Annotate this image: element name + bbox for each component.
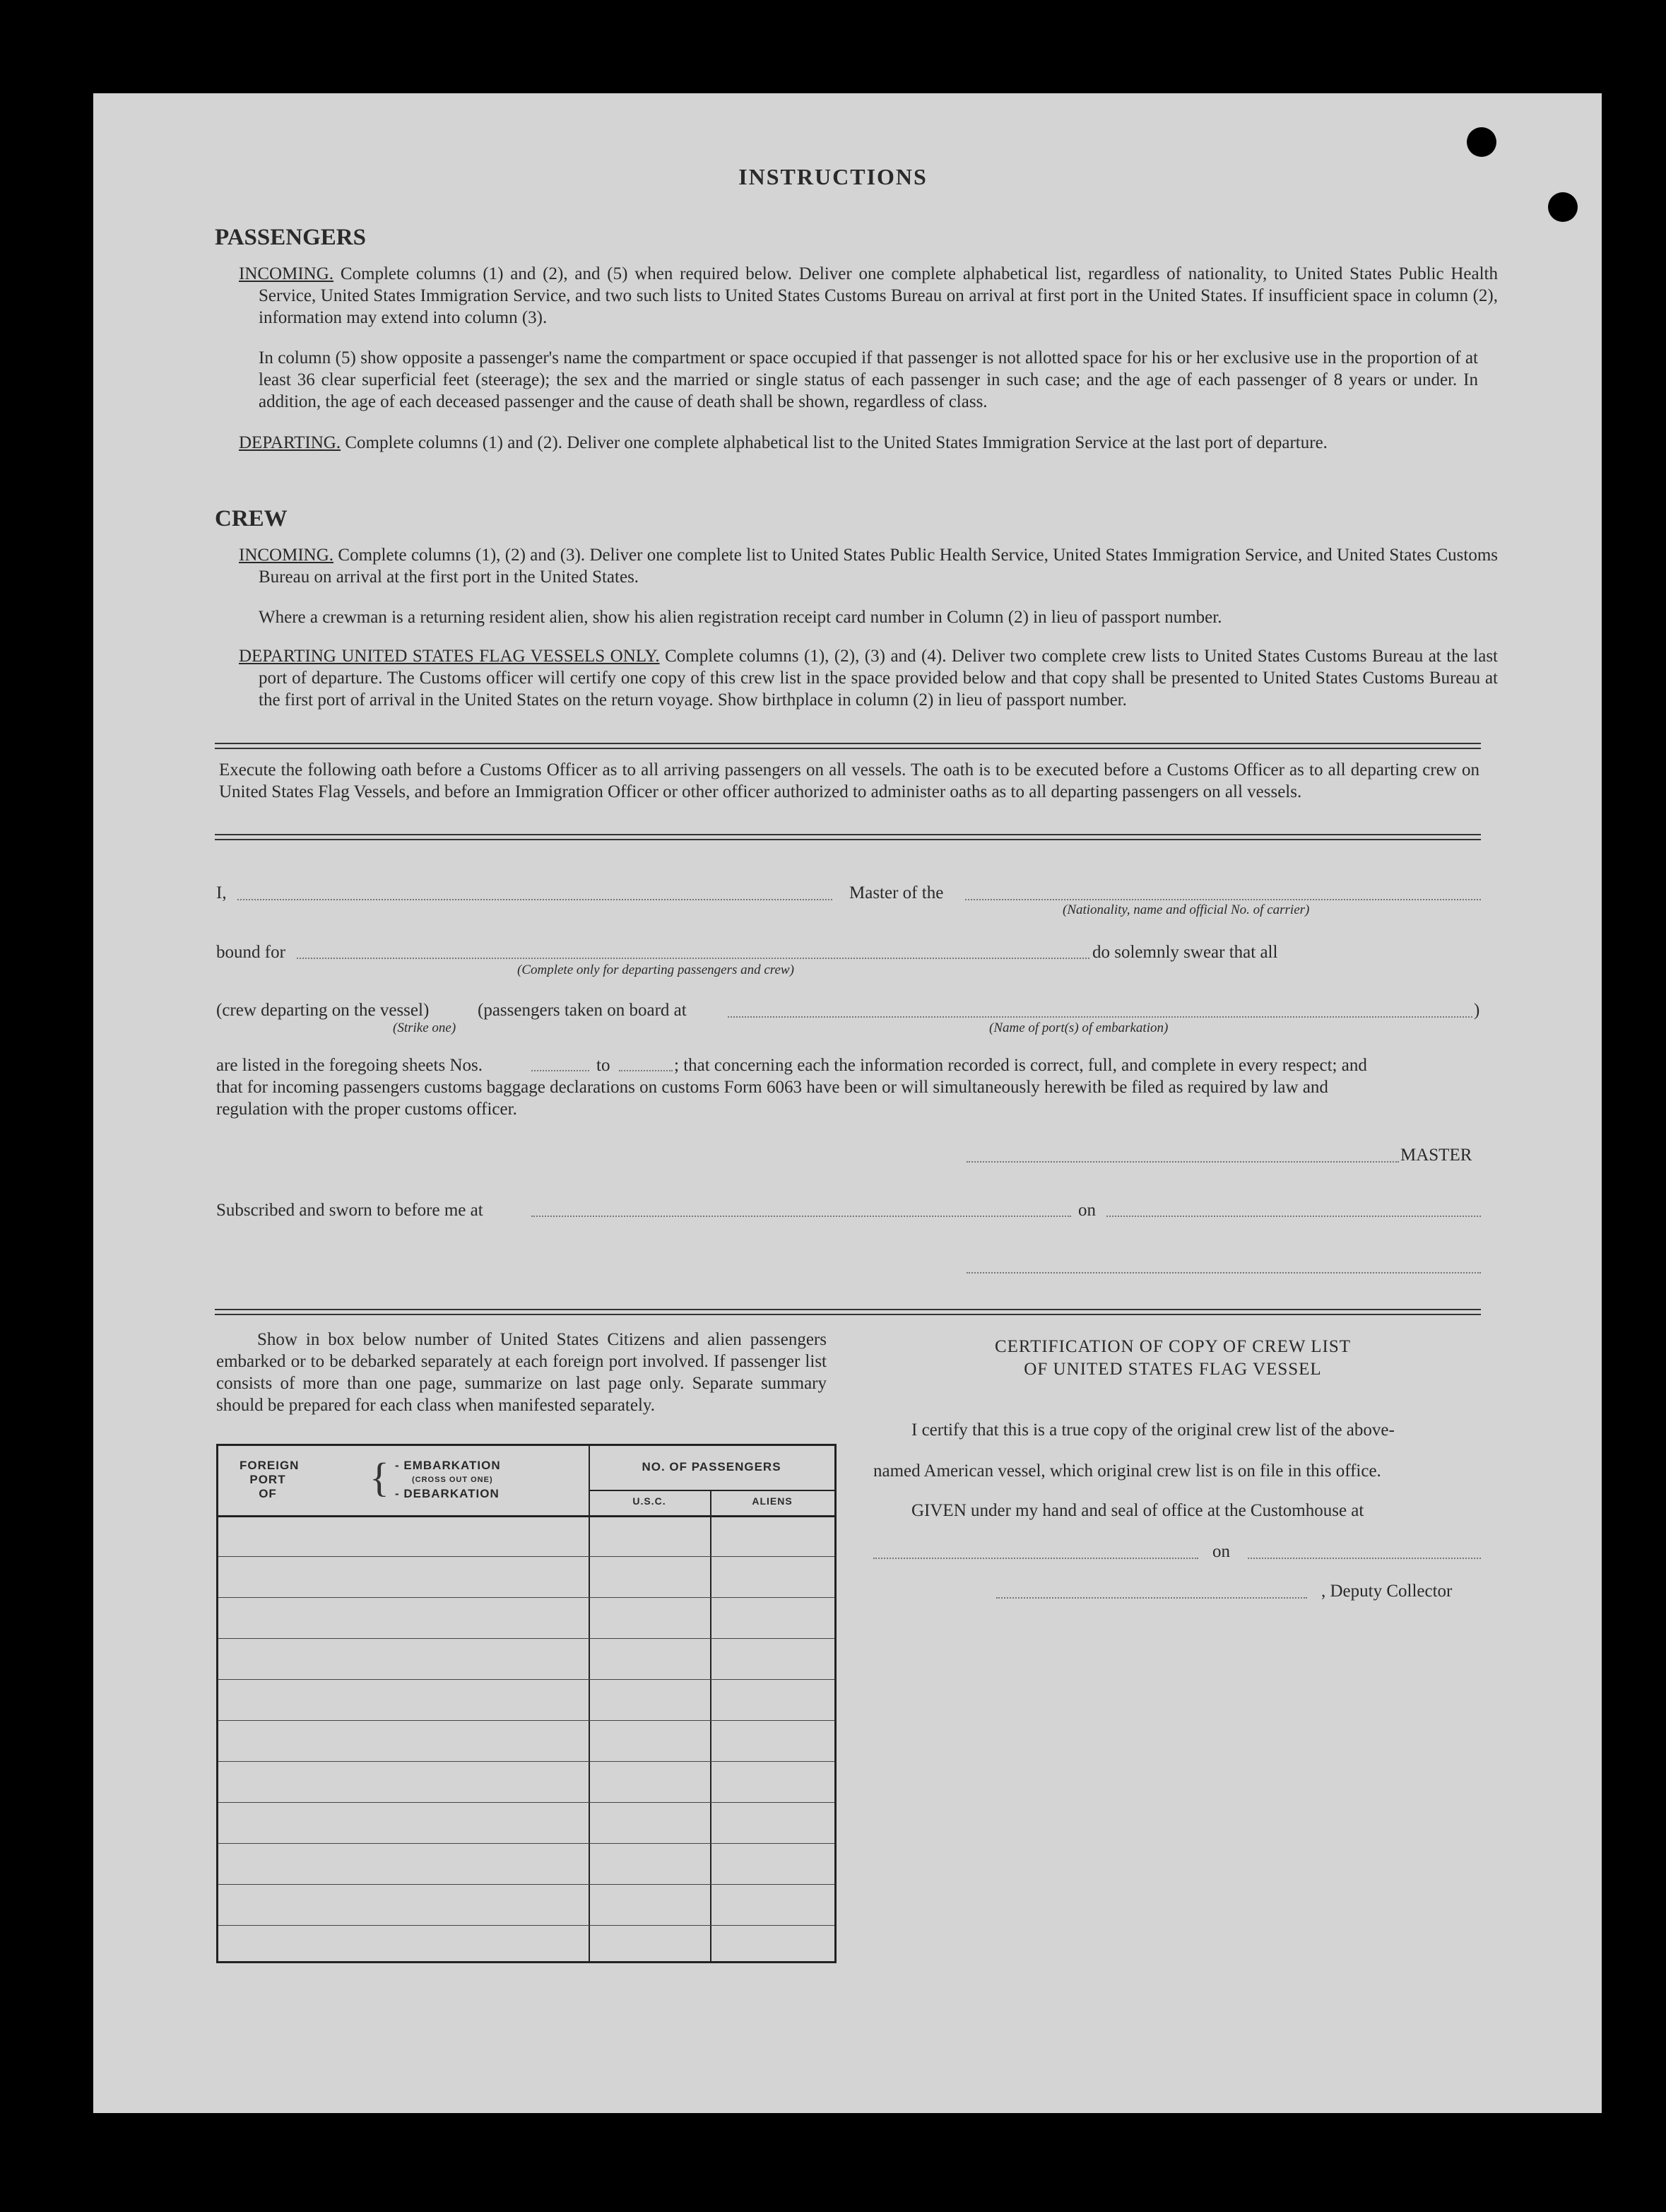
embarkation-port-field[interactable] — [728, 1016, 1472, 1018]
table-row[interactable] — [218, 1556, 834, 1557]
brace-icon: { — [370, 1454, 389, 1500]
table-row[interactable] — [218, 1843, 834, 1844]
divider — [215, 834, 1481, 835]
customhouse-field[interactable] — [873, 1558, 1198, 1559]
master-signature-field[interactable] — [967, 1161, 1399, 1163]
passengers-heading: PASSENGERS — [215, 225, 366, 250]
certification-line1: I certify that this is a true copy of the original crew list of the above- — [911, 1420, 1395, 1440]
master-name-field[interactable] — [237, 899, 832, 900]
listed-line2: that for incoming passengers customs baggage declarations on customs Form 6063 have been or will simultaneously herewith be filed as required by law and — [216, 1078, 1328, 1097]
port-hint: (Name of port(s) of embarkation) — [989, 1020, 1169, 1035]
col-foreign-port: FOREIGN PORT OF — [240, 1459, 300, 1500]
listed-line3: regulation with the proper customs officer. — [216, 1100, 517, 1119]
listed-post-label: ; that concerning each the information recorded is correct, full, and complete in every respect; and — [674, 1056, 1367, 1075]
strike-one-hint: (Strike one) — [393, 1020, 456, 1035]
deputy-collector-label: , Deputy Collector — [1321, 1582, 1453, 1601]
passengers-incoming-label: INCOMING. — [239, 264, 334, 283]
certification-line2: named American vessel, which original crew list is on file in this office. — [873, 1461, 1381, 1481]
certification-heading-line1: CERTIFICATION OF COPY OF CREW LIST — [994, 1337, 1352, 1356]
master-label: MASTER — [1400, 1146, 1472, 1165]
passengers-incoming-text: Complete columns (1) and (2), and (5) when required below. Deliver one complete alphabetical list, regardless of nationality, to United States Public Health Service, United States Immigration Service, and two such lists to United States Customs Bureau on arrival at first port in the United States. If insufficient space in column (2), information may extend into column (3). — [259, 264, 1498, 327]
punch-hole-right — [1548, 192, 1578, 222]
col-cross-out: (CROSS OUT ONE) — [412, 1476, 493, 1484]
col-aliens: ALIENS — [752, 1495, 793, 1507]
certification-date-field[interactable] — [1248, 1558, 1481, 1559]
sworn-date-field[interactable] — [1106, 1216, 1481, 1217]
table-row[interactable] — [218, 1925, 834, 1926]
crew-incoming-paragraph — [239, 544, 1498, 588]
crew-departing-option[interactable]: (crew departing on the vessel) — [216, 1001, 430, 1020]
listed-pre-label: are listed in the foregoing sheets Nos. — [216, 1056, 483, 1075]
table-row[interactable] — [218, 1761, 834, 1762]
table-row[interactable] — [218, 1597, 834, 1598]
sheet-from-field[interactable] — [531, 1070, 589, 1071]
table-header-divider — [589, 1490, 834, 1491]
summary-instruction: Show in box below number of United States Citizens and alien passengers embarked or to be debarked separately at each foreign port involved. If passenger list consists of more than one page, summarize on last page only. Separate summary should be prepared for each class when manifested separately. — [216, 1330, 827, 1415]
divider — [215, 1314, 1481, 1315]
crew-heading: CREW — [215, 506, 288, 531]
table-header-bottom — [218, 1515, 834, 1517]
carrier-field[interactable] — [965, 899, 1481, 900]
crew-departing-label: DEPARTING UNITED STATES FLAG VESSELS ONLY. — [239, 647, 660, 666]
col-embarkation: - EMBARKATION — [395, 1459, 501, 1472]
on-label: on — [1078, 1201, 1096, 1220]
divider — [215, 1309, 1481, 1310]
table-column-divider — [710, 1490, 711, 1961]
crew-departing-paragraph — [239, 645, 1498, 711]
col-no-of-passengers: NO. OF PASSENGERS — [642, 1460, 781, 1473]
carrier-hint: (Nationality, name and official No. of carrier) — [1063, 902, 1310, 917]
divider — [215, 743, 1481, 744]
certification-on-label: on — [1212, 1542, 1230, 1561]
passengers-departing-label: DEPARTING. — [239, 433, 341, 452]
certification-heading-line2: OF UNITED STATES FLAG VESSEL — [1024, 1360, 1322, 1379]
sheet-to-field[interactable] — [619, 1070, 673, 1071]
table-row[interactable] — [218, 1884, 834, 1885]
bound-for-field[interactable] — [297, 958, 1089, 959]
table-row[interactable] — [218, 1720, 834, 1721]
passengers-taken-option[interactable]: (passengers taken on board at — [478, 1001, 687, 1020]
crew-incoming-text: Complete columns (1), (2) and (3). Deliver one complete list to United States Public Health Service, United States Immigration Service, and United States Customs Bureau on arrival at the first port in the United States. — [259, 546, 1499, 587]
col-usc: U.S.C. — [632, 1495, 666, 1507]
divider — [215, 748, 1481, 749]
passengers-departing-paragraph — [239, 432, 1498, 454]
swear-label: do solemnly swear that all — [1092, 943, 1278, 962]
passenger-summary-table — [216, 1444, 837, 1963]
close-paren: ) — [1474, 1001, 1480, 1020]
punch-hole-top — [1467, 127, 1496, 157]
deputy-signature-field[interactable] — [996, 1597, 1307, 1599]
officer-signature-field[interactable] — [967, 1272, 1481, 1273]
passengers-incoming-paragraph — [239, 263, 1498, 329]
to-label: to — [596, 1056, 610, 1075]
table-row[interactable] — [218, 1638, 834, 1639]
crew-departing-text: Complete columns (1), (2), (3) and (4). Deliver two complete crew lists to United States Customs Bureau at the last port of departure. The Customs officer will certify one copy of this crew list in the space provided below and that copy shall be presented to United States Customs Bureau at the first port of arrival in the United States on the return voyage. Show birthplace in column (2) in lieu of passport number. — [259, 647, 1498, 710]
crew-resident-paragraph: Where a crewman is a returning resident alien, show his alien registration receipt card number in Column (2) in lieu of passport number. — [259, 608, 1222, 627]
page-title: INSTRUCTIONS — [738, 164, 928, 189]
table-row[interactable] — [218, 1802, 834, 1803]
master-of-the-label: Master of the — [849, 883, 944, 902]
bound-for-label: bound for — [216, 943, 285, 962]
divider — [215, 839, 1481, 840]
certification-line3: GIVEN under my hand and seal of office at the Customhouse at — [911, 1501, 1364, 1520]
oath-instruction: Execute the following oath before a Customs Officer as to all arriving passengers on all vessels. The oath is to be executed before a Customs Officer as to all departing crew on United States Flag Vessels, and before an Immigration Officer or other officer authorized to administer oaths as to all departing passengers on all vessels. — [219, 760, 1479, 801]
crew-incoming-label: INCOMING. — [239, 546, 334, 565]
col-debarkation: - DEBARKATION — [395, 1487, 500, 1500]
subscribed-label: Subscribed and sworn to before me at — [216, 1201, 483, 1220]
passengers-departing-text: Complete columns (1) and (2). Deliver one complete alphabetical list to the United States Immigration Service at the last port of departure. — [345, 433, 1328, 452]
sworn-place-field[interactable] — [531, 1216, 1071, 1217]
table-row[interactable] — [218, 1679, 834, 1680]
oath-i-label: I, — [216, 883, 227, 902]
passengers-column5-paragraph: In column (5) show opposite a passenger's name the compartment or space occupied if that passenger is not allotted space for his or her exclusive use in the proportion of at least 36 clear superficial feet (steerage); the sex and the married or single status of each passenger in such case; and the age of each passenger of 8 years or under. In addition, the age of each deceased passenger and the cause of death shall be shown, regardless of class. — [259, 348, 1478, 411]
bound-for-hint: (Complete only for departing passengers and crew) — [517, 963, 794, 977]
